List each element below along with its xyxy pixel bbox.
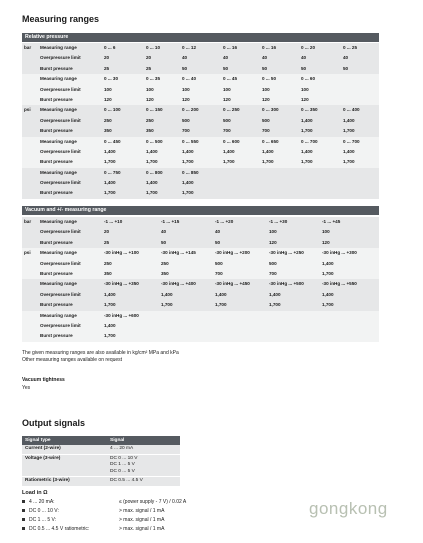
row-label: Measuring range (40, 312, 77, 318)
table-cell: -1 ... +10 (104, 219, 123, 224)
table-cell: 40 (215, 229, 221, 235)
table-cell: 1,400 (343, 117, 355, 123)
signal-type: Voltage (3-wire) (25, 455, 61, 461)
table-row (22, 95, 379, 105)
table-cell: 50 (262, 65, 268, 71)
row-label: Burst pressure (40, 333, 73, 339)
table-row (22, 168, 379, 178)
load-key: 4 ... 20 mA: (29, 499, 55, 505)
table-cell: -30 inHg ... +600 (104, 312, 139, 318)
signal-type: Ratiometric (3-wire) (25, 478, 70, 483)
output-signals-table (22, 436, 180, 487)
table-row (22, 116, 379, 126)
signal-value: DC 1 ... 5 V (110, 462, 135, 467)
table-cell: 100 (301, 86, 309, 92)
row-label: Overpressure limit (40, 322, 81, 328)
table-cell: 1,400 (223, 148, 235, 154)
table-cell: 250 (161, 260, 169, 266)
table-cell: 350 (104, 128, 112, 134)
table-cell: 0 ... 150 (146, 107, 163, 113)
table-cell: 0 ... 20 (301, 45, 316, 50)
table-row (22, 64, 379, 74)
table-cell: 1,700 (322, 270, 334, 276)
row-label: Burst pressure (40, 128, 73, 134)
table-cell: 1,400 (104, 322, 116, 328)
output-table-header (22, 436, 180, 445)
table-cell: 1,400 (343, 148, 355, 154)
table-row (22, 43, 379, 53)
row-label: Burst pressure (40, 302, 73, 308)
table-cell: 120 (146, 96, 154, 102)
table-cell: 0 ... 12 (182, 45, 197, 50)
table-cell: 40 (223, 55, 229, 61)
table-row (22, 290, 379, 300)
table-cell: 40 (262, 55, 268, 61)
table-cell: 1,700 (215, 302, 227, 308)
table-row (22, 279, 379, 289)
table-cell: 20 (104, 229, 110, 235)
signal-row (22, 477, 180, 487)
table-cell: 0 ... 450 (104, 138, 121, 144)
table-cell: 0 ... 800 (146, 169, 163, 175)
relative-pressure-header: Relative pressure (22, 33, 379, 42)
table-cell: 1,700 (343, 128, 355, 134)
row-label: Burst pressure (40, 96, 73, 102)
row-label: Burst pressure (40, 239, 73, 245)
table-cell: 1,400 (182, 148, 194, 154)
table-cell: 120 (301, 96, 309, 102)
table-cell: 0 ... 25 (343, 45, 358, 50)
table-cell: 120 (322, 239, 330, 245)
signal-row (22, 445, 180, 455)
table-cell: 100 (146, 86, 154, 92)
load-title: Load in Ω (22, 490, 48, 496)
table-cell: -30 inHg ... +400 (161, 281, 196, 287)
table-cell: 0 ... 750 (104, 169, 121, 175)
table-cell: 1,400 (182, 180, 194, 186)
table-cell: 1,700 (301, 128, 313, 134)
table-row (22, 188, 379, 198)
table-cell: 0 ... 300 (262, 107, 279, 113)
table-cell: 40 (301, 55, 307, 61)
bullet-square-icon (22, 509, 25, 512)
table-cell: 100 (269, 229, 277, 235)
table-cell: 0 ... 100 (104, 107, 121, 113)
watermark: gongkong (309, 499, 388, 518)
table-cell: 0 ... 45 (223, 76, 238, 82)
row-label: Measuring range (40, 281, 77, 287)
load-item (22, 499, 187, 505)
row-label: Overpressure limit (40, 117, 81, 123)
row-label: Burst pressure (40, 159, 73, 165)
table-cell: 250 (104, 260, 112, 266)
table-cell: 500 (269, 260, 277, 266)
table-row (22, 217, 379, 227)
table-cell: 350 (146, 128, 154, 134)
row-label: Overpressure limit (40, 260, 81, 266)
table-cell: 0 ... 40 (182, 76, 197, 82)
table-cell: 700 (223, 128, 231, 134)
table-cell: 1,700 (262, 159, 274, 165)
table-cell: 1,700 (343, 159, 355, 165)
table-cell: 50 (182, 65, 188, 71)
table-row (22, 259, 379, 269)
table-cell: 0 ... 850 (182, 169, 199, 175)
table-row (22, 85, 379, 95)
table-cell: 700 (182, 128, 190, 134)
table-cell: 0 ... 500 (146, 138, 163, 144)
table-row (22, 321, 379, 331)
table-cell: 1,700 (301, 159, 313, 165)
load-key: DC 0 ... 10 V: (29, 508, 59, 514)
table-cell: 20 (104, 55, 110, 61)
signal-row (22, 455, 180, 478)
table-cell: 0 ... 6 (104, 45, 116, 50)
unit-label: bar (24, 45, 32, 50)
table-cell: -30 inHg ... +550 (322, 281, 357, 287)
row-label: Burst pressure (40, 270, 73, 276)
load-item (22, 508, 165, 514)
table-cell: 120 (104, 96, 112, 102)
table-cell: 1,400 (146, 180, 158, 186)
load-item (22, 517, 165, 523)
table-cell: -30 inHg ... +450 (215, 281, 250, 287)
table-cell: 700 (262, 128, 270, 134)
row-label: Measuring range (40, 169, 77, 175)
table-cell: 500 (215, 260, 223, 266)
load-item (22, 526, 165, 532)
table-cell: 1,400 (301, 117, 313, 123)
row-label: Measuring range (40, 138, 77, 144)
table-cell: 1,700 (104, 302, 116, 308)
table-row (22, 227, 379, 237)
table-row (22, 126, 379, 136)
table-cell: 120 (182, 96, 190, 102)
load-key: DC 1 ... 5 V: (29, 517, 57, 523)
table-row (22, 137, 379, 147)
table-cell: 0 ... 30 (104, 76, 119, 82)
row-label: Overpressure limit (40, 55, 81, 61)
table-cell: 120 (262, 96, 270, 102)
bullet-square-icon (22, 518, 25, 521)
table-cell: 1,400 (322, 260, 334, 266)
table-cell: 350 (104, 270, 112, 276)
table-row (22, 74, 379, 84)
table-cell: -1 ... +20 (215, 219, 234, 224)
load-value: > max. signal / 1 mA (119, 526, 165, 532)
table-cell: 120 (269, 239, 277, 245)
table-cell: 700 (269, 270, 277, 276)
table-row (22, 331, 379, 341)
load-value: > max. signal / 1 mA (119, 517, 165, 523)
table-cell: 1,700 (161, 302, 173, 308)
row-label: Overpressure limit (40, 86, 81, 92)
row-label: Measuring range (40, 45, 77, 50)
table-cell: 0 ... 550 (182, 138, 199, 144)
relative-pressure-table (22, 43, 379, 199)
unit-label: bar (24, 219, 32, 224)
table-cell: 50 (343, 65, 349, 71)
table-cell: -1 ... +30 (269, 219, 288, 224)
row-label: Overpressure limit (40, 180, 81, 186)
table-cell: 1,700 (146, 190, 158, 196)
table-cell: 0 ... 350 (301, 107, 318, 113)
table-cell: 1,700 (182, 159, 194, 165)
page-title: Measuring ranges (22, 14, 100, 24)
signal-value: DC 0 ... 10 V (110, 455, 138, 461)
signal-value: DC 0.5 ... 4.5 V (110, 478, 143, 483)
table-cell: 50 (215, 239, 221, 245)
row-label: Burst pressure (40, 65, 73, 71)
table-cell: 0 ... 650 (262, 138, 279, 144)
table-row (22, 248, 379, 258)
table-cell: 1,400 (215, 291, 227, 297)
table-cell: 1,400 (322, 291, 334, 297)
table-cell: 0 ... 400 (343, 107, 360, 113)
table-row (22, 53, 379, 63)
table-cell: 1,700 (104, 159, 116, 165)
table-cell: 25 (146, 65, 152, 71)
table-cell: 1,700 (146, 159, 158, 165)
table-cell: 50 (223, 65, 229, 71)
col-signal-type: Signal type (25, 438, 51, 443)
table-cell: 1,700 (104, 190, 116, 196)
table-cell: 1,400 (104, 291, 116, 297)
table-cell: 1,700 (269, 302, 281, 308)
load-key: DC 0.5 ... 4.5 V ratiometric: (29, 526, 90, 532)
table-cell: -30 inHg ... +350 (104, 281, 139, 287)
table-cell: 0 ... 10 (146, 45, 161, 50)
table-row (22, 147, 379, 157)
table-cell: 1,700 (223, 159, 235, 165)
table-cell: 1,400 (301, 148, 313, 154)
output-signals-title: Output signals (22, 418, 85, 428)
table-row (22, 300, 379, 310)
load-value: ≤ (power supply - 7 V) / 0.02 A (119, 499, 187, 505)
table-cell: 0 ... 16 (223, 45, 238, 50)
table-row (22, 157, 379, 167)
table-cell: 0 ... 250 (223, 107, 240, 113)
table-cell: 250 (104, 117, 112, 123)
table-cell: 500 (182, 117, 190, 123)
table-cell: 40 (343, 55, 349, 61)
unit-label: psi (24, 107, 31, 113)
table-cell: 50 (161, 239, 167, 245)
table-cell: 120 (223, 96, 231, 102)
table-cell: 0 ... 16 (262, 45, 277, 50)
unit-label: psi (24, 250, 31, 256)
table-row (22, 178, 379, 188)
table-cell: 20 (146, 55, 152, 61)
row-label: Overpressure limit (40, 291, 81, 297)
bullet-square-icon (22, 500, 25, 503)
table-cell: 100 (322, 229, 330, 235)
table-cell: 25 (104, 65, 110, 71)
table-cell: 0 ... 600 (223, 138, 240, 144)
vacuum-range-table (22, 217, 379, 342)
table-cell: 0 ... 700 (343, 138, 360, 144)
table-cell: 0 ... 60 (301, 76, 316, 82)
table-cell: 40 (161, 229, 167, 235)
table-cell: 1,400 (104, 148, 116, 154)
row-label: Burst pressure (40, 190, 73, 196)
row-label: Measuring range (40, 76, 77, 82)
row-label: Overpressure limit (40, 229, 81, 235)
table-cell: 1,700 (182, 190, 194, 196)
table-cell: -30 inHg ... +145 (161, 250, 196, 256)
table-cell: 0 ... 200 (182, 107, 199, 113)
col-signal: Signal (110, 438, 125, 443)
table-cell: 700 (215, 270, 223, 276)
table-cell: 1,700 (322, 302, 334, 308)
table-cell: 1,400 (146, 148, 158, 154)
signal-value: DC 0 ... 5 V (110, 468, 135, 474)
table-cell: 25 (104, 239, 110, 245)
table-row (22, 311, 379, 321)
row-label: Measuring range (40, 107, 77, 113)
table-cell: -30 inHg ... +200 (215, 250, 250, 256)
table-cell: 100 (104, 86, 112, 92)
note-units: The given measuring ranges are also available in kg/cm² MPa and kPa (22, 350, 179, 356)
table-cell: 50 (301, 65, 307, 71)
vacuum-tightness-title: Vacuum tightness (22, 377, 65, 383)
table-cell: 500 (223, 117, 231, 123)
table-cell: 250 (146, 117, 154, 123)
row-label: Measuring range (40, 219, 77, 224)
table-row (22, 105, 379, 115)
row-label: Overpressure limit (40, 148, 81, 154)
table-cell: -1 ... +15 (161, 219, 180, 224)
table-cell: -1 ... +45 (322, 219, 341, 224)
table-cell: 100 (182, 86, 190, 92)
table-cell: -30 inHg ... +500 (269, 281, 304, 287)
table-cell: -30 inHg ... +250 (269, 250, 304, 256)
signal-type: Current (2-wire) (25, 446, 61, 451)
table-cell: 500 (262, 117, 270, 123)
table-cell: 1,700 (104, 333, 116, 339)
row-label: Measuring range (40, 250, 77, 256)
bullet-square-icon (22, 527, 25, 530)
table-cell: 100 (223, 86, 231, 92)
load-value: > max. signal / 1 mA (119, 508, 165, 514)
table-cell: 350 (161, 270, 169, 276)
table-cell: 1,400 (161, 291, 173, 297)
signal-value: 4 ... 20 mA (110, 446, 134, 451)
vacuum-range-header: Vacuum and +/- measuring range (22, 206, 379, 215)
table-cell: 40 (182, 55, 188, 61)
note-other-ranges: Other measuring ranges available on request (22, 357, 123, 363)
table-cell: 0 ... 50 (262, 76, 277, 82)
table-row (22, 269, 379, 279)
table-cell: -30 inHg ... +300 (322, 250, 357, 256)
table-cell: 0 ... 700 (301, 138, 318, 144)
table-row (22, 238, 379, 248)
vacuum-tightness-value: Yes (22, 385, 31, 391)
table-cell: 0 ... 35 (146, 76, 161, 82)
table-cell: 1,400 (269, 291, 281, 297)
table-cell: 100 (262, 86, 270, 92)
table-cell: -30 inHg ... +100 (104, 250, 139, 256)
table-cell: 1,400 (104, 180, 116, 186)
table-cell: 1,400 (262, 148, 274, 154)
